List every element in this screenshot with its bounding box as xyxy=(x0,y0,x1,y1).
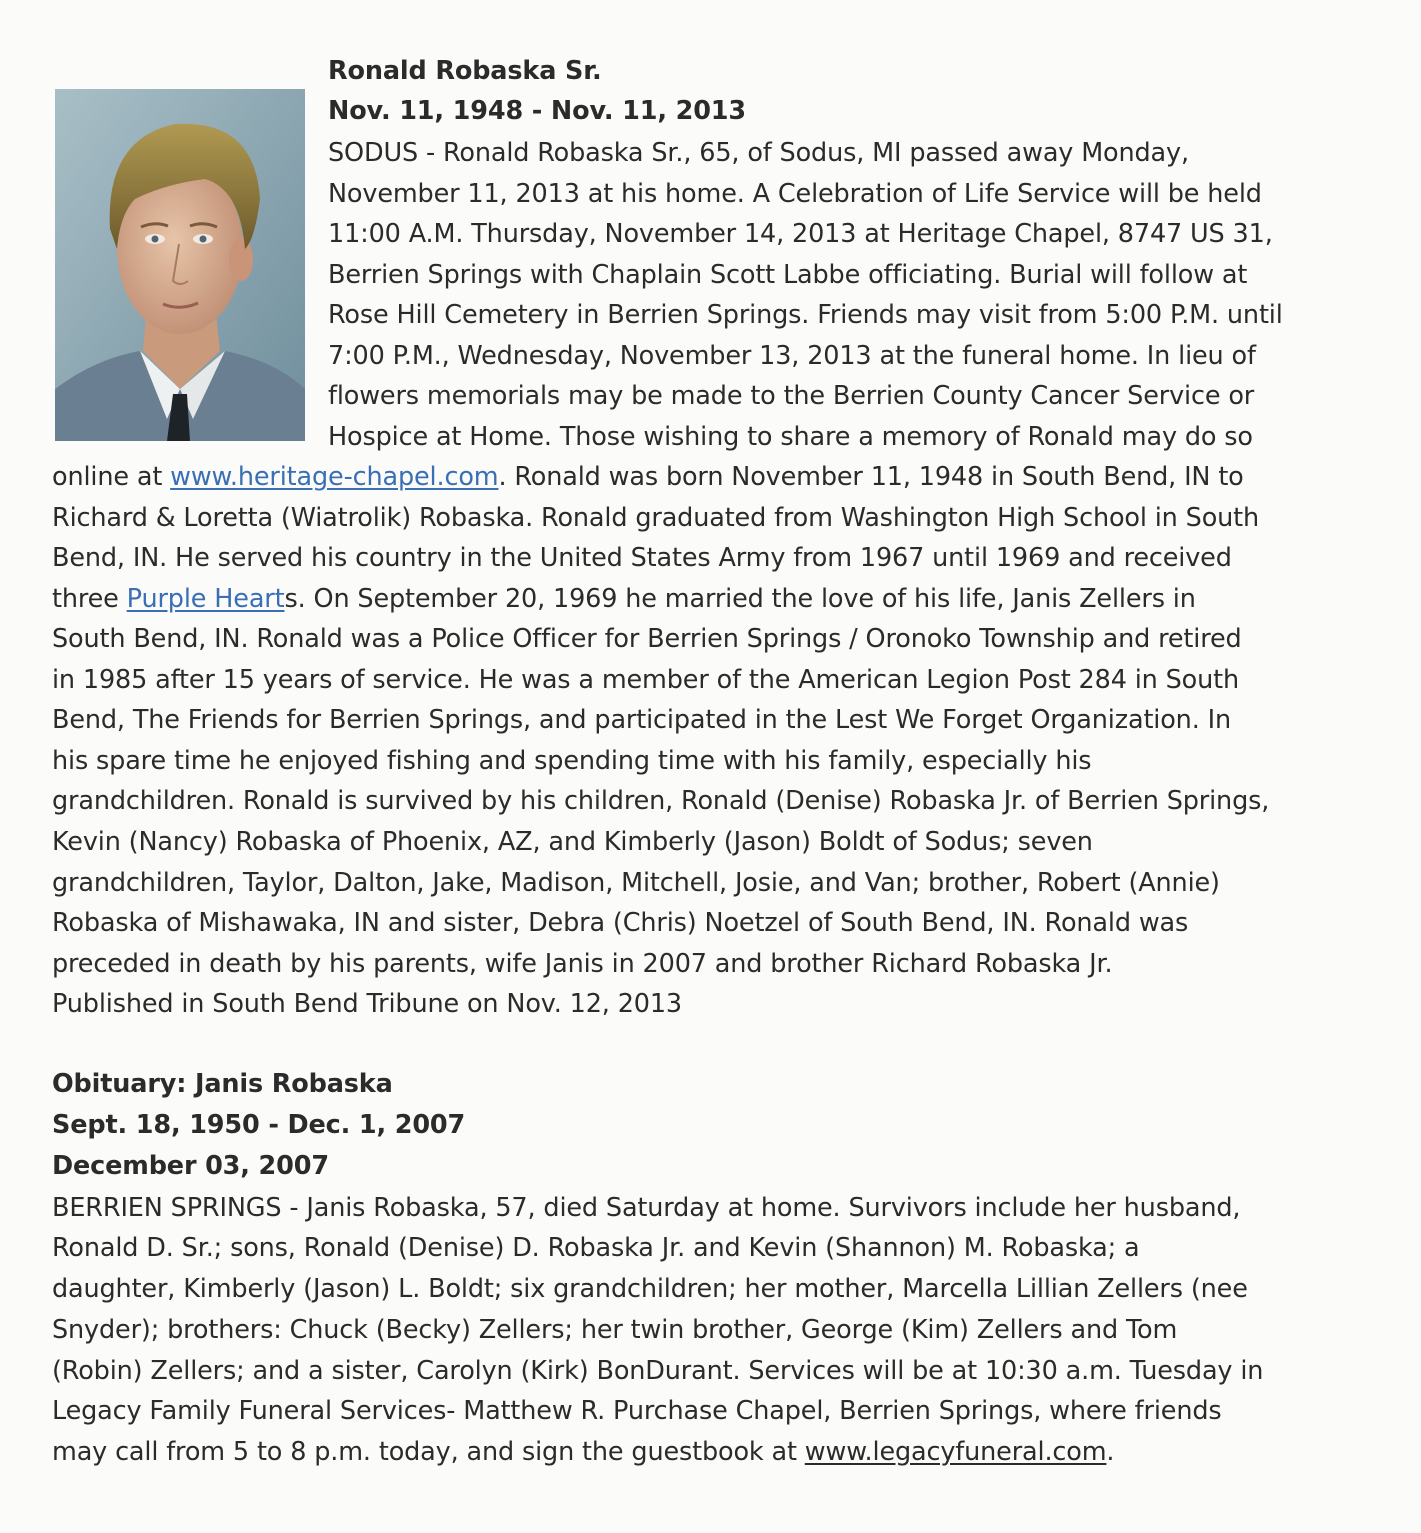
ronald-text-line: South Bend, IN. Ronald was a Police Officer for Berrien Springs / Oronoko Township and retired xyxy=(52,624,1242,654)
link-prefix: online at xyxy=(52,462,171,492)
ronald-text-line: Hospice at Home. Those wishing to share a memory of Ronald may do so xyxy=(328,422,1253,452)
janis-text-line: Ronald D. Sr.; sons, Ronald (Denise) D. Robaska Jr. and Kevin (Shannon) M. Robaska; a xyxy=(52,1233,1140,1263)
ronald-text-line: 7:00 P.M., Wednesday, November 13, 2013 at the funeral home. In lieu of xyxy=(328,341,1256,371)
legacy-funeral-link[interactable]: www.legacyfuneral.com xyxy=(804,1437,1107,1467)
ronald-text-line: SODUS - Ronald Robaska Sr., 65, of Sodus, MI passed away Monday, xyxy=(328,138,1189,168)
legacy-prefix: may call from 5 to 8 p.m. today, and sign the guestbook at xyxy=(52,1437,805,1467)
ronald-published-line: Published in South Bend Tribune on Nov. 12, 2013 xyxy=(52,989,683,1019)
ronald-text-line: Richard & Loretta (Wiatrolik) Robaska. Ronald graduated from Washington High School in South xyxy=(52,503,1260,533)
purple-heart-link[interactable]: Purple Heart xyxy=(126,584,285,614)
ronald-text-line: flowers memorials may be made to the Berrien County Cancer Service or xyxy=(328,381,1255,411)
legacy-suffix: . xyxy=(1106,1437,1115,1467)
portrait-photo xyxy=(55,89,305,441)
ronald-text-line: in 1985 after 15 years of service. He was a member of the American Legion Post 284 in South xyxy=(52,665,1239,695)
janis-text-line: Legacy Family Funeral Services- Matthew R. Purchase Chapel, Berrien Springs, where friends xyxy=(52,1396,1222,1426)
ronald-text-line: 11:00 A.M. Thursday, November 14, 2013 at Heritage Chapel, 8747 US 31, xyxy=(328,219,1273,249)
janis-pub-date: December 03, 2007 xyxy=(52,1151,329,1181)
ronald-text-line: grandchildren. Ronald is survived by his children, Ronald (Denise) Robaska Jr. of Berrien Springs, xyxy=(52,786,1270,816)
ronald-text-line: Berrien Springs with Chaplain Scott Labbe officiating. Burial will follow at xyxy=(328,260,1248,290)
ronald-text-line-with-link xyxy=(52,462,1244,492)
purple-suffix: s. On September 20, 1969 he married the love of his life, Janis Zellers in xyxy=(284,584,1196,614)
janis-text-line: BERRIEN SPRINGS - Janis Robaska, 57, died Saturday at home. Survivors include her husband, xyxy=(52,1193,1241,1223)
ronald-text-line: his spare time he enjoyed fishing and spending time with his family, especially his xyxy=(52,746,1092,776)
ronald-text-line: November 11, 2013 at his home. A Celebration of Life Service will be held xyxy=(328,179,1262,209)
purple-prefix: three xyxy=(52,584,127,614)
ronald-text-line: Robaska of Mishawaka, IN and sister, Debra (Chris) Noetzel of South Bend, IN. Ronald was xyxy=(52,908,1189,938)
heritage-chapel-link[interactable]: www.heritage-chapel.com xyxy=(170,462,499,492)
ronald-dates: Nov. 11, 1948 - Nov. 11, 2013 xyxy=(328,96,746,126)
janis-text-line: Snyder); brothers: Chuck (Becky) Zellers; her twin brother, George (Kim) Zellers and Tom xyxy=(52,1315,1178,1345)
janis-text-line-with-link xyxy=(52,1437,1114,1467)
ronald-text-line: Bend, The Friends for Berrien Springs, and participated in the Lest We Forget Organization. In xyxy=(52,705,1231,735)
janis-text-line: daughter, Kimberly (Jason) L. Boldt; six grandchildren; her mother, Marcella Lillian Zellers (nee xyxy=(52,1274,1248,1304)
ronald-name-heading: Ronald Robaska Sr. xyxy=(328,56,602,86)
janis-heading: Obituary: Janis Robaska xyxy=(52,1069,393,1099)
ronald-text-line: preceded in death by his parents, wife Janis in 2007 and brother Richard Robaska Jr. xyxy=(52,949,1113,979)
ronald-text-line: Bend, IN. He served his country in the United States Army from 1967 until 1969 and received xyxy=(52,543,1232,573)
ronald-text-line: grandchildren, Taylor, Dalton, Jake, Madison, Mitchell, Josie, and Van; brother, Robert (Annie) xyxy=(52,868,1220,898)
ronald-text-line-with-link xyxy=(52,584,1196,614)
link-suffix: . Ronald was born November 11, 1948 in South Bend, IN to xyxy=(498,462,1244,492)
janis-text-line: (Robin) Zellers; and a sister, Carolyn (Kirk) BonDurant. Services will be at 10:30 a.m. Tuesday in xyxy=(52,1356,1264,1386)
janis-dates: Sept. 18, 1950 - Dec. 1, 2007 xyxy=(52,1110,466,1140)
ronald-text-line: Kevin (Nancy) Robaska of Phoenix, AZ, and Kimberly (Jason) Boldt of Sodus; seven xyxy=(52,827,1093,857)
ronald-text-line: Rose Hill Cemetery in Berrien Springs. Friends may visit from 5:00 P.M. until xyxy=(328,300,1283,330)
